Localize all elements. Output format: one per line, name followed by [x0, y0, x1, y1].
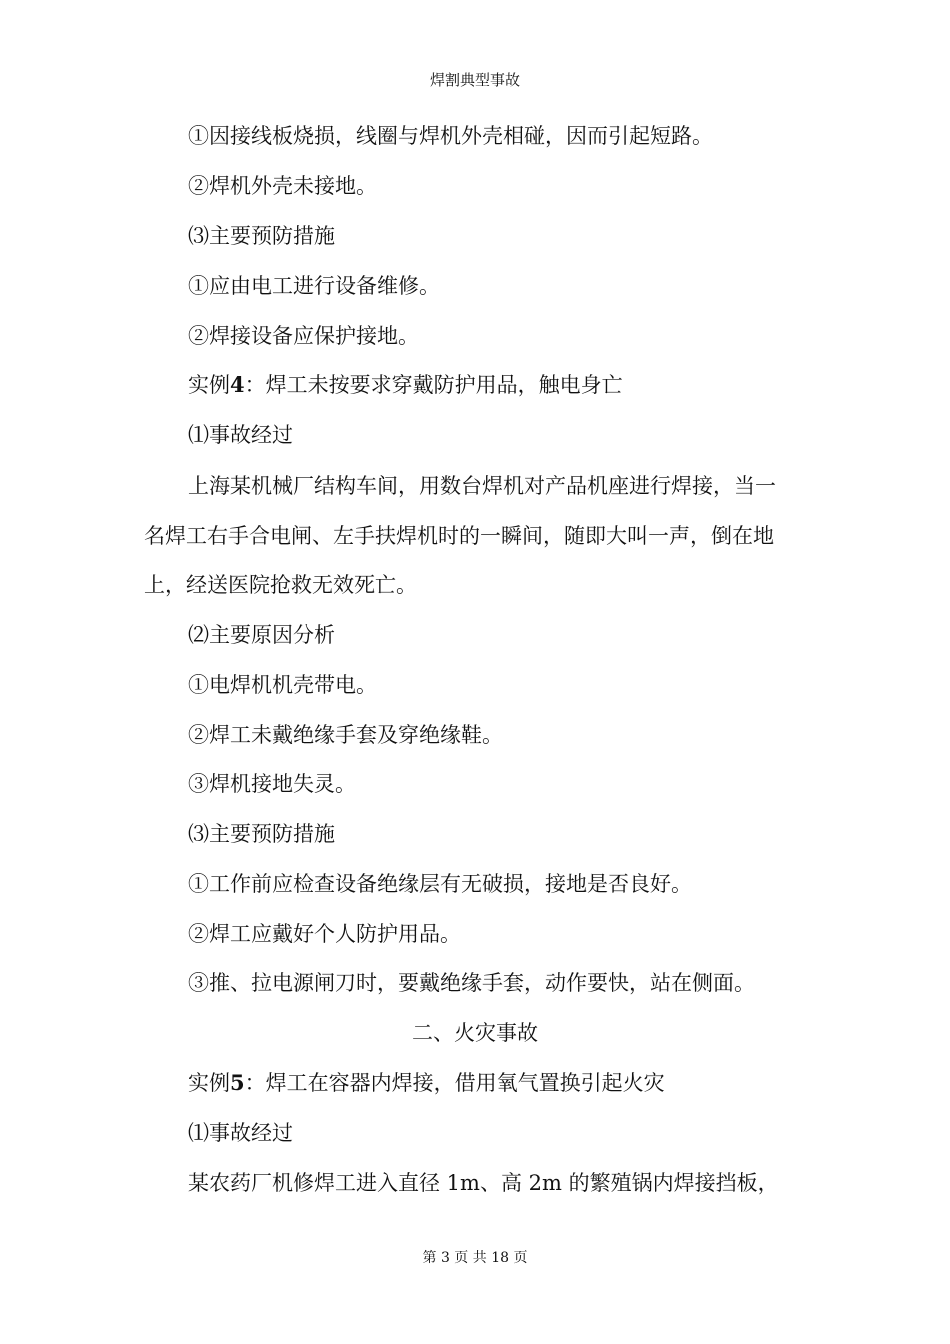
section-heading: ⑴事故经过: [188, 1121, 293, 1145]
chapter-heading: 二、火灾事故: [412, 1021, 538, 1045]
paragraph-line: 上海某机械厂结构车间，用数台焊机对产品机座进行焊接，当一: [188, 474, 776, 498]
paragraph-line: 上，经送医院抢救无效死亡。: [144, 573, 417, 597]
case-title-prefix: 实例: [188, 373, 230, 397]
paragraph-line: ①工作前应检查设备绝缘层有无破损，接地是否良好。: [188, 872, 692, 896]
case-title-rest: ：焊工未按要求穿戴防护用品，触电身亡: [244, 373, 623, 397]
paragraph-line: 某农药厂机修焊工进入直径 1m、高 2m 的繁殖锅内焊接挡板，: [188, 1171, 779, 1195]
section-heading: ⑵主要原因分析: [188, 623, 335, 647]
paragraph-line: ③焊机接地失灵。: [188, 772, 356, 796]
case-title-prefix: 实例: [188, 1071, 230, 1095]
paragraph-line: ①因接线板烧损，线圈与焊机外壳相碰，因而引起短路。: [188, 124, 713, 148]
section-heading: ⑴事故经过: [188, 423, 293, 447]
case-number: 4: [230, 372, 245, 397]
section-heading: ⑶主要预防措施: [188, 224, 335, 248]
case-number: 5: [230, 1070, 245, 1095]
paragraph-line: ②焊接设备应保护接地。: [188, 324, 419, 348]
paragraph-line: 名焊工右手合电闸、左手扶焊机时的一瞬间，随即大叫一声，倒在地: [144, 524, 774, 548]
page-header: 焊割典型事故: [429, 71, 520, 89]
case-title: [188, 370, 623, 400]
paragraph-line: ②焊工未戴绝缘手套及穿绝缘鞋。: [188, 723, 503, 747]
section-heading: ⑶主要预防措施: [188, 822, 335, 846]
case-title: [188, 1068, 665, 1098]
paragraph-line: ②焊工应戴好个人防护用品。: [188, 922, 461, 946]
case-title-rest: ：焊工在容器内焊接，借用氧气置换引起火灾: [244, 1071, 665, 1095]
paragraph-line: ①应由电工进行设备维修。: [188, 274, 440, 298]
paragraph-line: ③推、拉电源闸刀时，要戴绝缘手套，动作要快，站在侧面。: [188, 971, 755, 995]
page-footer: 第 3 页 共 18 页: [422, 1250, 528, 1266]
paragraph-line: ①电焊机机壳带电。: [188, 673, 377, 697]
paragraph-line: ②焊机外壳未接地。: [188, 174, 377, 198]
